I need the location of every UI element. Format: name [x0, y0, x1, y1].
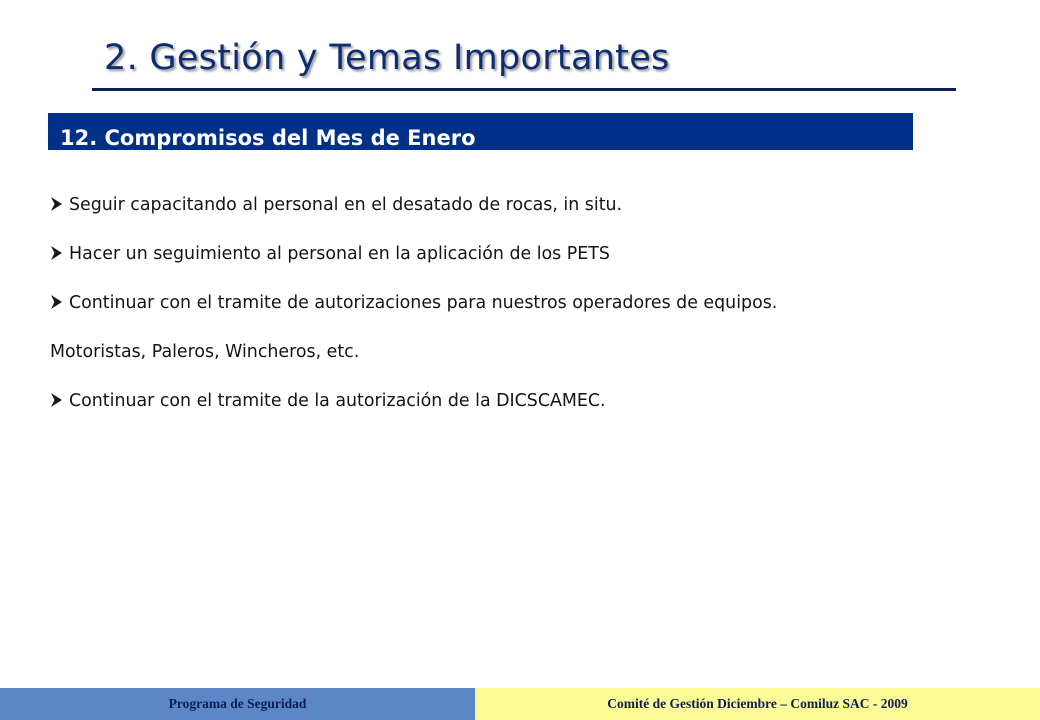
- footer-program-label: Programa de Seguridad: [0, 688, 475, 720]
- section-header-bar: [48, 113, 913, 150]
- commitments-list: [50, 188, 1010, 433]
- arrowhead-bullet-icon: [50, 295, 63, 309]
- list-item: [50, 384, 1010, 433]
- list-item-continuation: [50, 335, 1010, 384]
- arrowhead-bullet-icon: [50, 393, 63, 407]
- list-item-text: Motoristas, Paleros, Wincheros, etc.: [50, 342, 360, 362]
- list-item-text: Seguir capacitando al personal en el desatado de rocas, in situ.: [69, 195, 623, 215]
- list-item-text: Hacer un seguimiento al personal en la aplicación de los PETS: [69, 244, 610, 264]
- section-header-label: 12. Compromisos del Mes de Enero: [60, 126, 476, 150]
- list-item-text: Continuar con el tramite de la autorización de la DICSCAMEC.: [69, 391, 606, 411]
- title-underline: [92, 88, 956, 91]
- list-item-text: Continuar con el tramite de autorizaciones para nuestros operadores de equipos.: [69, 293, 778, 313]
- list-item: [50, 188, 1010, 237]
- footer-bar: [0, 688, 1040, 720]
- list-item: [50, 286, 1010, 335]
- footer-committee-label: Comité de Gestión Diciembre – Comiluz SAC - 2009: [475, 688, 1040, 720]
- slide-title: 2. Gestión y Temas Importantes: [104, 38, 670, 78]
- arrowhead-bullet-icon: [50, 246, 63, 260]
- arrowhead-bullet-icon: [50, 197, 63, 211]
- list-item: [50, 237, 1010, 286]
